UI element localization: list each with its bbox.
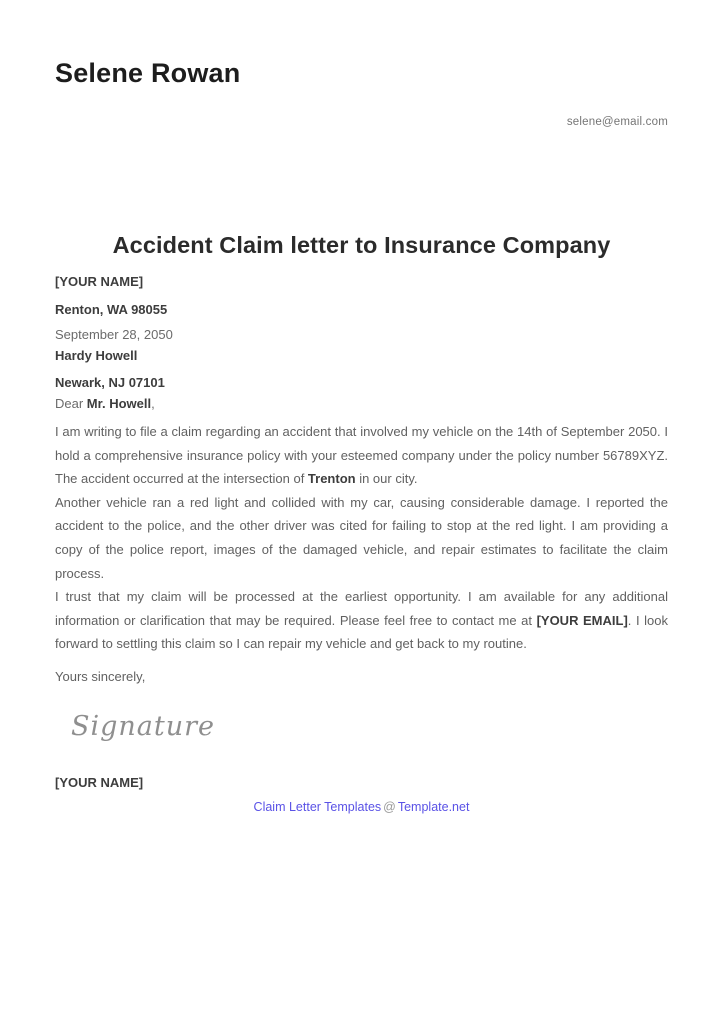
paragraph-3-text: I trust that my claim will be processed at the earliest opportunity. I am available for any additional information or clarification that may be required. Please feel free to contact me at — [55, 589, 668, 628]
paragraph-3-tail: . I look forward to settling this claim so I can repair my vehicle and get back to my routine. — [55, 612, 668, 652]
salutation-prefix: Dear — [55, 396, 87, 411]
footer — [55, 800, 668, 814]
template-net-link[interactable] — [254, 800, 470, 814]
letter-title: Accident Claim letter to Insurance Company — [112, 232, 611, 258]
page-header-email: selene@email.com — [566, 116, 668, 128]
salutation-suffix: , — [151, 396, 155, 411]
signer-name-placeholder: [YOUR NAME] — [55, 774, 144, 790]
paragraph-1-bold-trenton: Trenton — [307, 471, 356, 487]
salutation — [55, 397, 668, 411]
template-net-link-text1: Claim Letter Templates — [253, 799, 382, 814]
template-net-link-at: @ — [383, 799, 396, 814]
page-header-name: Selene Rowan — [55, 58, 241, 88]
salutation-recipient: Mr. Howell — [86, 396, 152, 411]
letter-date: September 28, 2050 — [55, 327, 173, 342]
paragraph-1-text: I am writing to file a claim regarding an accident that involved my vehicle on the 14th of September 2050. I hold a comprehensive insurance policy with your esteemed company under the policy number 56789XYZ. The accident occurred at the intersection of — [55, 424, 668, 487]
paragraph-3 — [55, 585, 668, 656]
address-block — [55, 275, 668, 411]
template-net-link-text2: Template.net — [397, 799, 470, 814]
paragraph-2: Another vehicle ran a red light and collided with my car, causing considerable damage. I reported the accident to the police, and the other driver was cited for failing to stop at the red light. I am providing a copy of the police report, images of the damaged vehicle, and repair estimates to facilitate the claim process. — [55, 494, 668, 581]
recipient-city: Newark, NJ 07101 — [55, 375, 165, 390]
signature-script: Signature — [71, 710, 216, 742]
paragraph-1 — [55, 420, 668, 491]
paragraph-1-tail: in our city. — [355, 471, 418, 487]
sender-city: Renton, WA 98055 — [55, 302, 168, 317]
sender-name-placeholder: [YOUR NAME] — [55, 274, 144, 289]
closing-line: Yours sincerely, — [55, 668, 146, 684]
paragraph-3-bold-email-placeholder: [YOUR EMAIL] — [536, 612, 628, 628]
letter-body — [55, 420, 668, 656]
recipient-name: Hardy Howell — [55, 348, 138, 363]
